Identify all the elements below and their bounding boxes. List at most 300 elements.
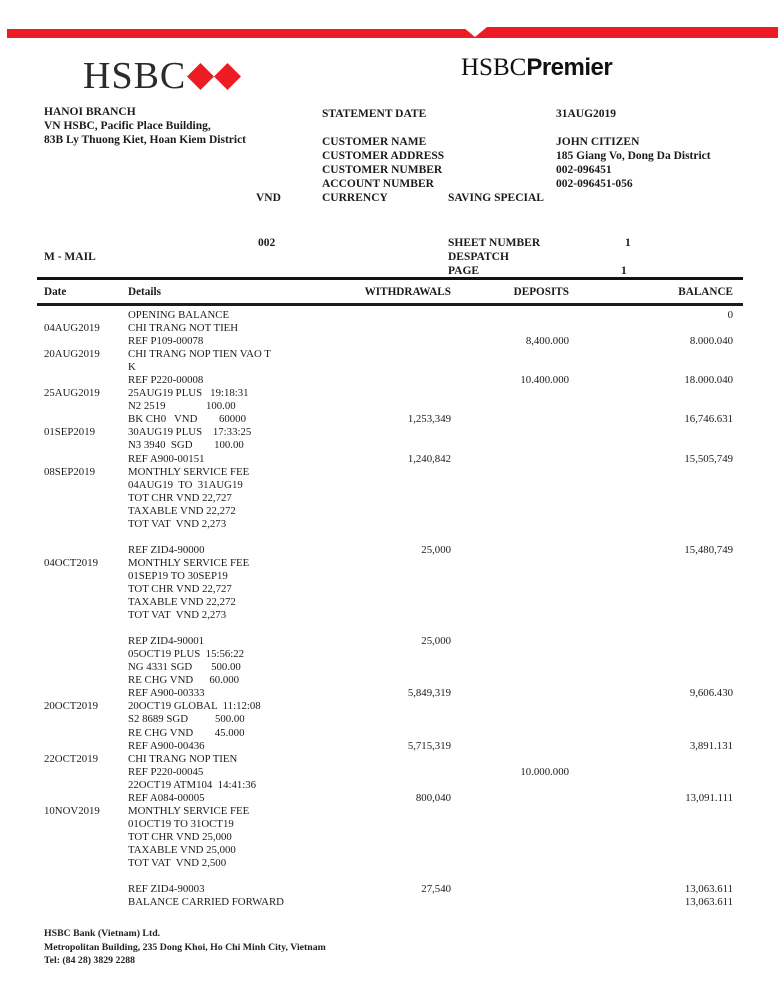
table-row: [44, 661, 733, 674]
cell-details: N3 3940 SGD 100.00: [128, 439, 244, 452]
footer-line: Tel: (84 28) 3829 2288: [44, 955, 136, 966]
cell-details: TOT CHR VND 22,727: [128, 491, 232, 504]
cell-date: [44, 439, 128, 452]
header-details: Details: [128, 286, 161, 298]
cell-details: RE CHG VND 60.000: [128, 674, 240, 687]
cell-withdrawals: [350, 700, 451, 713]
cell-details: N2 2519 100.00: [128, 400, 236, 413]
page-value: 1: [621, 265, 627, 277]
branch-line: HANOI BRANCH: [44, 106, 136, 118]
table-row: [44, 700, 733, 713]
cell-withdrawals: [350, 583, 451, 596]
cell-details: 25AUG19 PLUS 19:18:31: [128, 387, 249, 400]
table-header-row: [44, 286, 733, 298]
bank-footer: [44, 927, 326, 968]
table-row: [44, 518, 733, 531]
cell-balance: [569, 479, 733, 492]
cell-date: [44, 361, 128, 374]
cell-details: TOT CHR VND 25,000: [128, 830, 232, 843]
cell-withdrawals: 5,715,319: [407, 739, 451, 752]
cell-deposits: [451, 570, 569, 583]
cell-balance: [569, 609, 733, 622]
cell-deposits: 10.000.000: [520, 765, 569, 778]
account-type-value: SAVING SPECIAL: [448, 192, 544, 204]
table-row: [44, 492, 733, 505]
cell-date: [44, 531, 128, 544]
cell-date: 01SEP2019: [44, 426, 95, 439]
cell-details: 04AUG19 TO 31AUG19: [128, 478, 243, 491]
table-row: [44, 387, 733, 400]
table-row: [44, 805, 733, 818]
cell-date: [44, 622, 128, 635]
table-row: [44, 322, 733, 335]
cell-deposits: [451, 453, 569, 466]
table-row: [44, 844, 733, 857]
cell-deposits: 10.400.000: [520, 374, 569, 387]
cell-balance: [569, 713, 733, 726]
cell-withdrawals: 800,040: [415, 791, 451, 804]
cell-balance: [569, 361, 733, 374]
cell-balance: [569, 531, 733, 544]
cell-withdrawals: [350, 348, 451, 361]
branch-line: 83B Ly Thuong Kiet, Hoan Kiem District: [44, 134, 247, 147]
cell-date: 25AUG2019: [44, 387, 100, 400]
cell-withdrawals: [350, 844, 451, 857]
cell-deposits: [451, 818, 569, 831]
table-row: [44, 635, 733, 648]
cell-details: REF A900-00151: [128, 452, 205, 465]
cell-withdrawals: [350, 322, 451, 335]
cell-balance: [569, 557, 733, 570]
cell-balance: 0: [727, 309, 733, 321]
cell-withdrawals: [350, 531, 451, 544]
cell-withdrawals: [350, 766, 451, 779]
cell-details: REP ZID4-90001: [128, 635, 205, 648]
cell-balance: [569, 622, 733, 635]
cell-date: [44, 831, 128, 844]
cell-balance: [569, 727, 733, 740]
cell-deposits: [451, 426, 569, 439]
cell-deposits: [451, 544, 569, 557]
despatch-label: DESPATCH: [448, 251, 509, 263]
cell-balance: 15,480,749: [684, 543, 733, 556]
cell-deposits: [451, 505, 569, 518]
cell-balance: 13,063.611: [684, 883, 733, 896]
cell-date: [44, 583, 128, 596]
table-row: [44, 335, 733, 348]
cell-date: [44, 818, 128, 831]
table-row: [44, 531, 733, 544]
cell-date: [44, 570, 128, 583]
cell-withdrawals: [350, 896, 451, 909]
table-row: [44, 779, 733, 792]
cell-details: 30AUG19 PLUS 17:33:25: [128, 426, 252, 439]
cell-date: [44, 492, 128, 505]
cell-deposits: [451, 309, 569, 322]
cell-details: [128, 622, 350, 635]
cell-date: [44, 479, 128, 492]
table-row: [44, 857, 733, 870]
cell-withdrawals: [350, 674, 451, 687]
table-row: [44, 818, 733, 831]
table-row: [44, 570, 733, 583]
cell-balance: [569, 700, 733, 713]
header-withdrawals: WITHDRAWALS: [364, 286, 451, 298]
table-row: [44, 466, 733, 479]
cell-date: [44, 544, 128, 557]
cell-deposits: [451, 622, 569, 635]
account-number-value: 002-096451-056: [556, 178, 633, 190]
cell-withdrawals: [350, 400, 451, 413]
table-row: [44, 583, 733, 596]
cell-deposits: [451, 466, 569, 479]
header-date: Date: [44, 286, 67, 298]
cell-withdrawals: [350, 648, 451, 661]
cell-details: REF A900-00333: [128, 687, 205, 700]
cell-deposits: 8,400.000: [525, 335, 569, 348]
cell-withdrawals: [350, 439, 451, 452]
cell-withdrawals: [350, 466, 451, 479]
cell-withdrawals: [350, 309, 451, 322]
cell-balance: [569, 570, 733, 583]
account-number-label: ACCOUNT NUMBER: [322, 178, 434, 190]
cell-details: S2 8689 SGD 500.00: [128, 713, 245, 726]
footer-line: Metropolitan Building, 235 Dong Khoi, Ho Chi Minh City, Vietnam: [44, 941, 326, 953]
cell-balance: [569, 870, 733, 883]
cell-balance: 16,746.631: [684, 413, 733, 426]
cell-details: MONTHLY SERVICE FEE: [128, 556, 250, 569]
cell-details: K: [128, 361, 136, 374]
table-row: [44, 309, 733, 322]
table-row: [44, 426, 733, 439]
cell-withdrawals: [350, 570, 451, 583]
cell-balance: [569, 857, 733, 870]
cell-date: [44, 844, 128, 857]
cell-details: [128, 870, 350, 883]
cell-balance: [569, 844, 733, 857]
cell-details: REF P109-00078: [128, 335, 204, 348]
cell-details: OPENING BALANCE: [128, 309, 230, 321]
cell-deposits: [451, 883, 569, 896]
cell-balance: [569, 583, 733, 596]
header-balance: BALANCE: [678, 286, 733, 298]
cell-details: TAXABLE VND 22,272: [128, 504, 236, 517]
hsbc-premier-logo: [461, 55, 612, 80]
hsbc-logo-wordmark: HSBC: [83, 55, 187, 97]
cell-deposits: [451, 844, 569, 857]
cell-details: [128, 531, 350, 544]
cell-date: [44, 766, 128, 779]
cell-balance: [569, 779, 733, 792]
table-row: [44, 687, 733, 700]
table-row: [44, 439, 733, 452]
cell-deposits: [451, 531, 569, 544]
cell-details: REF P220-00045: [128, 765, 204, 778]
cell-balance: [569, 674, 733, 687]
cell-withdrawals: 1,253,349: [407, 413, 451, 426]
customer-name-value: JOHN CITIZEN: [556, 136, 640, 148]
cell-details: CHI TRANG NOP TIEN VAO T: [128, 348, 271, 361]
cell-date: [44, 648, 128, 661]
cell-details: BALANCE CARRIED FORWARD: [128, 896, 284, 909]
cell-details: MONTHLY SERVICE FEE: [128, 465, 250, 478]
cell-deposits: [451, 400, 569, 413]
cell-withdrawals: [350, 622, 451, 635]
cell-deposits: [451, 648, 569, 661]
cell-date: [44, 713, 128, 726]
dispatch-code: 002: [258, 237, 276, 249]
customer-number-value: 002-096451: [556, 164, 612, 176]
cell-withdrawals: [350, 387, 451, 400]
cell-date: [44, 309, 128, 322]
table-row: [44, 870, 733, 883]
cell-balance: [569, 635, 733, 648]
cell-balance: [569, 439, 733, 452]
cell-date: 10NOV2019: [44, 804, 100, 817]
table-row: [44, 361, 733, 374]
table-header-rule: [37, 303, 743, 306]
cell-deposits: [451, 792, 569, 805]
cell-details: CHI TRANG NOP TIEN: [128, 752, 238, 765]
cell-date: [44, 505, 128, 518]
sheet-number-label: SHEET NUMBER: [448, 237, 541, 249]
cell-deposits: [451, 896, 569, 909]
customer-address-value: 185 Giang Vo, Dong Da District: [556, 150, 711, 162]
page-label: PAGE: [448, 265, 480, 277]
cell-details: TAXABLE VND 25,000: [128, 843, 236, 856]
cell-withdrawals: [350, 870, 451, 883]
cell-details: 01OCT19 TO 31OCT19: [128, 817, 234, 830]
cell-details: TOT VAT VND 2,500: [128, 856, 227, 869]
table-row: [44, 400, 733, 413]
cell-deposits: [451, 479, 569, 492]
header-deposits: DEPOSITS: [513, 286, 569, 298]
cell-deposits: [451, 753, 569, 766]
cell-balance: 8.000.040: [689, 335, 733, 348]
cell-deposits: [451, 387, 569, 400]
cell-details: TOT VAT VND 2,273: [128, 609, 227, 622]
table-row: [44, 792, 733, 805]
cell-withdrawals: [350, 831, 451, 844]
cell-withdrawals: [350, 426, 451, 439]
cell-balance: [569, 818, 733, 831]
table-row: [44, 753, 733, 766]
cell-details: TOT CHR VND 22,727: [128, 582, 232, 595]
cell-balance: [569, 648, 733, 661]
cell-date: 04AUG2019: [44, 322, 100, 335]
customer-number-label: CUSTOMER NUMBER: [322, 164, 443, 176]
cell-deposits: [451, 361, 569, 374]
cell-balance: [569, 753, 733, 766]
cell-balance: [569, 766, 733, 779]
cell-date: [44, 727, 128, 740]
cell-details: TOT VAT VND 2,273: [128, 517, 227, 530]
table-row: [44, 727, 733, 740]
cell-details: REF A084-00005: [128, 791, 205, 804]
cell-deposits: [451, 596, 569, 609]
cell-withdrawals: [350, 609, 451, 622]
cell-balance: [569, 492, 733, 505]
cell-deposits: [451, 492, 569, 505]
cell-deposits: [451, 857, 569, 870]
cell-withdrawals: [350, 492, 451, 505]
cell-balance: [569, 596, 733, 609]
cell-deposits: [451, 687, 569, 700]
cell-deposits: [451, 635, 569, 648]
cell-withdrawals: [350, 753, 451, 766]
cell-withdrawals: [350, 518, 451, 531]
cell-details: MONTHLY SERVICE FEE: [128, 804, 250, 817]
masthead-red-bar-left: [7, 29, 468, 38]
cell-balance: 9,606.430: [689, 687, 733, 700]
cell-date: 04OCT2019: [44, 556, 98, 569]
table-row: [44, 413, 733, 426]
cell-deposits: [451, 740, 569, 753]
table-row: [44, 374, 733, 387]
cell-deposits: [451, 779, 569, 792]
cell-balance: [569, 661, 733, 674]
cell-balance: 13,063.611: [684, 896, 733, 909]
cell-date: [44, 374, 128, 387]
customer-address-label: CUSTOMER ADDRESS: [322, 150, 445, 162]
cell-deposits: [451, 557, 569, 570]
cell-date: [44, 687, 128, 700]
cell-balance: [569, 831, 733, 844]
cell-balance: [569, 348, 733, 361]
cell-withdrawals: [350, 374, 451, 387]
cell-date: [44, 883, 128, 896]
cell-deposits: [451, 583, 569, 596]
cell-withdrawals: [350, 361, 451, 374]
cell-withdrawals: [350, 661, 451, 674]
table-row: [44, 609, 733, 622]
cell-withdrawals: [350, 805, 451, 818]
cell-date: [44, 870, 128, 883]
cell-deposits: [451, 609, 569, 622]
table-row: [44, 544, 733, 557]
cell-date: [44, 661, 128, 674]
cell-details: REF ZID4-90003: [128, 883, 205, 896]
cell-balance: 13,091.111: [685, 791, 733, 804]
table-row: [44, 453, 733, 466]
cell-date: [44, 413, 128, 426]
cell-balance: [569, 518, 733, 531]
table-row: [44, 831, 733, 844]
cell-date: [44, 779, 128, 792]
table-row: [44, 740, 733, 753]
cell-details: REF ZID4-90000: [128, 543, 205, 556]
cell-deposits: [451, 713, 569, 726]
hsbc-hexagon-icon: [187, 63, 241, 90]
cell-balance: [569, 805, 733, 818]
branch-line: VN HSBC, Pacific Place Building,: [44, 120, 211, 133]
cell-deposits: [451, 700, 569, 713]
cell-details: TAXABLE VND 22,272: [128, 596, 236, 609]
cell-balance: [569, 426, 733, 439]
cell-date: [44, 609, 128, 622]
cell-balance: [569, 387, 733, 400]
cell-withdrawals: 5,849,319: [407, 687, 451, 700]
table-row: [44, 348, 733, 361]
cell-withdrawals: [350, 857, 451, 870]
sheet-number-value: 1: [625, 237, 631, 249]
customer-name-label: CUSTOMER NAME: [322, 136, 427, 148]
cell-details: 20OCT19 GLOBAL 11:12:08: [128, 700, 261, 713]
footer-line: HSBC Bank (Vietnam) Ltd.: [44, 928, 161, 939]
cell-deposits: [451, 348, 569, 361]
cell-withdrawals: 25,000: [421, 543, 451, 556]
cell-withdrawals: 1,240,842: [407, 452, 451, 465]
cell-deposits: [451, 322, 569, 335]
currency-value: VND: [256, 192, 281, 204]
cell-deposits: [451, 518, 569, 531]
cell-deposits: [451, 439, 569, 452]
masthead-red-bar-right: [468, 27, 778, 38]
currency-label: CURRENCY: [322, 192, 388, 204]
cell-withdrawals: [350, 713, 451, 726]
table-row: [44, 622, 733, 635]
cell-withdrawals: [350, 479, 451, 492]
statement-date-label: STATEMENT DATE: [322, 108, 427, 120]
table-row: [44, 896, 733, 909]
cell-date: [44, 400, 128, 413]
cell-deposits: [451, 727, 569, 740]
cell-date: [44, 674, 128, 687]
table-row: [44, 674, 733, 687]
cell-withdrawals: [350, 818, 451, 831]
cell-date: 20AUG2019: [44, 348, 100, 361]
cell-deposits: [451, 674, 569, 687]
mail-type: M - MAIL: [44, 251, 96, 263]
cell-date: 08SEP2019: [44, 465, 95, 478]
cell-details: CHI TRANG NOT TIEH: [128, 322, 239, 335]
cell-withdrawals: [350, 727, 451, 740]
cell-balance: [569, 400, 733, 413]
cell-date: [44, 335, 128, 348]
table-row: [44, 766, 733, 779]
cell-withdrawals: [350, 596, 451, 609]
table-row: [44, 479, 733, 492]
cell-date: [44, 857, 128, 870]
table-row: [44, 505, 733, 518]
cell-details: REF A900-00436: [128, 739, 205, 752]
cell-details: BK CH0 VND 60000: [128, 413, 246, 426]
cell-date: [44, 635, 128, 648]
cell-deposits: [451, 831, 569, 844]
cell-withdrawals: [350, 505, 451, 518]
cell-deposits: [451, 870, 569, 883]
table-row: [44, 596, 733, 609]
cell-deposits: [451, 413, 569, 426]
cell-balance: [569, 466, 733, 479]
cell-date: [44, 792, 128, 805]
cell-details: RE CHG VND 45.000: [128, 726, 245, 739]
table-row: [44, 883, 733, 896]
cell-date: [44, 740, 128, 753]
cell-details: REF P220-00008: [128, 374, 204, 387]
cell-date: [44, 896, 128, 909]
cell-details: 01SEP19 TO 30SEP19: [128, 569, 228, 582]
table-row: [44, 648, 733, 661]
table-row: [44, 557, 733, 570]
cell-withdrawals: 25,000: [421, 635, 451, 648]
cell-balance: 3,891.131: [689, 739, 733, 752]
cell-balance: 18.000.040: [684, 374, 733, 387]
cell-withdrawals: 27,540: [421, 883, 451, 896]
statement-date-value: 31AUG2019: [556, 108, 617, 120]
premier-hsbc-text: HSBC: [461, 54, 527, 81]
table-row: [44, 713, 733, 726]
